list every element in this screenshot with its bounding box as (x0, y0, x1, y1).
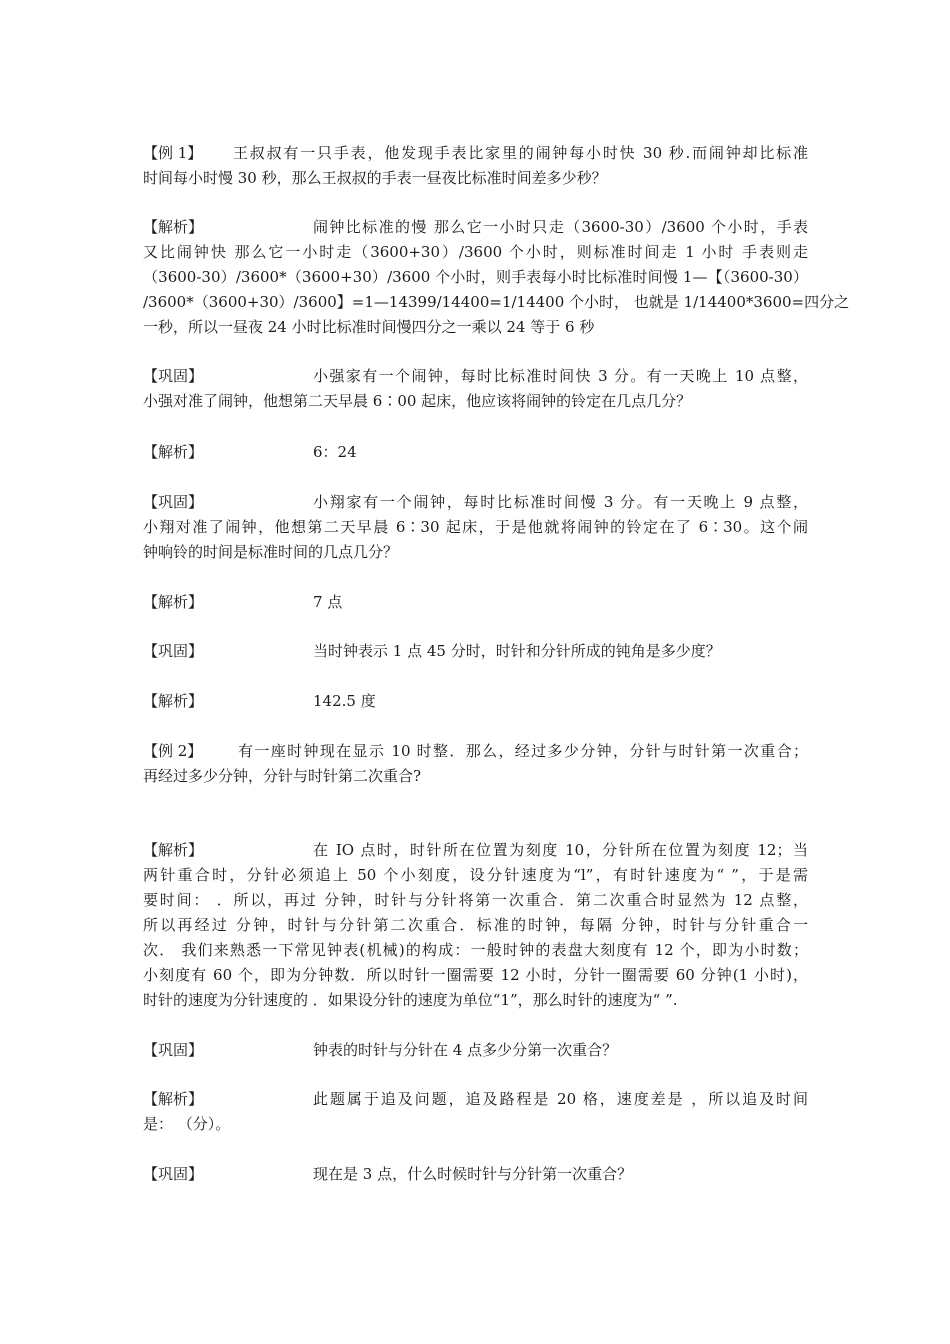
practice-line: 钟表的时针与分针在 4 点多少分第一次重合？ (313, 1041, 618, 1059)
solution-label: 【解析】 (143, 1090, 204, 1108)
solution-5 (143, 838, 808, 1013)
solution-line: 一秒，所以一昼夜 24 小时比标准时间慢四分之一乘以 24 等于 6 秒 (143, 318, 595, 336)
solution-label: 【解析】 (143, 692, 204, 710)
example-2 (143, 739, 808, 789)
solution-label: 【解析】 (143, 593, 204, 611)
solution-line: 是： （分）。 (143, 1115, 231, 1133)
solution-line: （3600-30）/3600*（3600+30）/3600 个小时，则手表每小时比标准时间慢 1—【（3600-30） (143, 268, 808, 286)
solution-2 (143, 440, 808, 465)
solution-line: 闹钟比标准的慢 那么它一小时只走（3600-30）/3600 个小时，手表 (313, 218, 808, 236)
solution-4 (143, 689, 808, 714)
practice-1 (143, 364, 808, 414)
practice-5 (143, 1162, 808, 1187)
solution-line: 次． 我们来熟悉一下常见钟表(机械)的构成：一般时钟的表盘大刻度有 12 个，即为小时数； (143, 941, 808, 959)
practice-line: 小翔家有一个闹钟，每时比标准时间慢 3 分。有一天晚上 9 点整， (313, 493, 808, 511)
practice-line: 小强对准了闹钟，他想第二天早晨 6∶00 起床，他应该将闹钟的铃定在几点几分？ (143, 392, 692, 410)
question-line: 时间每小时慢 30 秒，那么王叔叔的手表一昼夜比标准时间差多少秒？ (143, 169, 607, 187)
practice-2 (143, 490, 808, 565)
practice-3 (143, 639, 808, 664)
practice-line: 钟响铃的时间是标准时间的几点几分？ (143, 543, 399, 561)
question-line: 再经过多少分钟，分针与时针第二次重合? (143, 767, 422, 785)
example-label: 【例 1】 (143, 144, 203, 162)
practice-label: 【巩固】 (143, 493, 204, 511)
solution-line: 两针重合时，分针必须追上 50 个小刻度，设分针速度为“l”，有时针速度为“ ”，于是需 (143, 866, 808, 884)
solution-line: 在 IO 点时，时针所在位置为刻度 10，分针所在位置为刻度 12；当 (313, 841, 808, 859)
solution-1 (143, 215, 850, 340)
practice-4 (143, 1038, 808, 1063)
solution-label: 【解析】 (143, 218, 204, 236)
solution-line: 要时间： ．所以，再过 分钟，时针与分针将第一次重合．第二次重合时显然为 12 点整， (143, 891, 808, 909)
practice-line: 小强家有一个闹钟，每时比标准时间快 3 分。有一天晚上 10 点整， (313, 367, 808, 385)
practice-label: 【巩固】 (143, 367, 204, 385)
answer: 7 点 (313, 593, 343, 611)
answer: 6：24 (313, 443, 357, 461)
practice-label: 【巩固】 (143, 1165, 204, 1183)
practice-line: 当时钟表示 1 点 45 分时，时针和分针所成的钝角是多少度？ (313, 642, 721, 660)
solution-line: 又比闹钟快 那么它一小时走（3600+30）/3600 个小时，则标准时间走 1 小时 手表则走 (143, 243, 808, 261)
solution-line: /3600*（3600+30）/3600】=1—14399/14400=1/14400 个小时， 也就是 1/14400*3600=四分之 (143, 293, 850, 311)
question-line: 王叔叔有一只手表，他发现手表比家里的闹钟每小时快 30 秒.而闹钟却比标准 (233, 144, 808, 162)
practice-line: 现在是 3 点，什么时候时针与分针第一次重合？ (313, 1165, 633, 1183)
answer: 142.5 度 (313, 692, 376, 710)
practice-label: 【巩固】 (143, 1041, 204, 1059)
example-label: 【例 2】 (143, 742, 203, 760)
solution-label: 【解析】 (143, 443, 204, 461)
solution-line: 小刻度有 60 个，即为分钟数．所以时针一圈需要 12 小时，分针一圈需要 60 分钟(1 小时)， (143, 966, 808, 984)
solution-3 (143, 590, 808, 615)
solution-line: 此题属于追及问题，追及路程是 20 格，速度差是 ，所以追及时间 (313, 1090, 808, 1108)
solution-6 (143, 1087, 808, 1137)
practice-line: 小翔对准了闹钟，他想第二天早晨 6∶30 起床，于是他就将闹钟的铃定在了 6∶30。这个闹 (143, 518, 808, 536)
example-1 (143, 141, 808, 191)
solution-line: 时针的速度为分针速度的 ．如果设分针的速度为单位“1”，那么时针的速度为“ ”. (143, 991, 678, 1009)
question-line: 有一座时钟现在显示 10 时整．那么，经过多少分钟，分针与时针第一次重合； (238, 742, 808, 760)
solution-line: 所以再经过 分钟，时针与分针第二次重合．标准的时钟，每隔 分钟，时针与分针重合一 (143, 916, 808, 934)
solution-label: 【解析】 (143, 841, 204, 859)
practice-label: 【巩固】 (143, 642, 204, 660)
